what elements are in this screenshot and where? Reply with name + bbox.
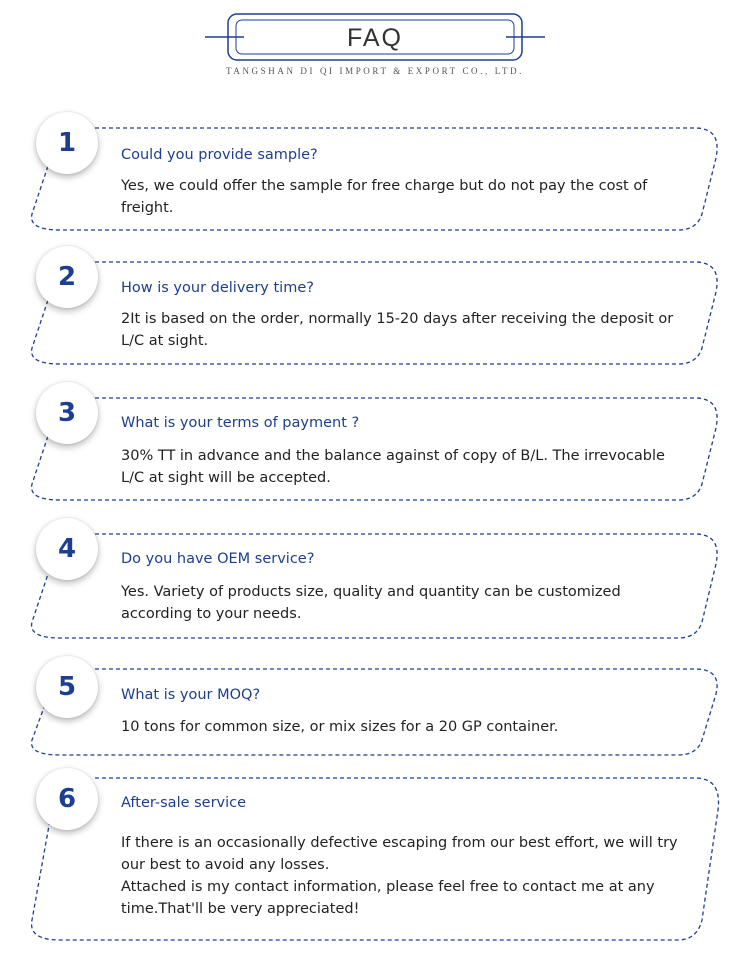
dashed-frame [0, 662, 750, 758]
faq-answer-paragraph: 30% TT in advance and the balance against of copy of B/L. The irrevocable L/C at sight will be accepted. [121, 448, 665, 486]
faq-item-3 [0, 390, 750, 506]
faq-number: 4 [57, 534, 77, 564]
faq-answer-paragraph: 10 tons for common size, or mix sizes for a 20 GP container. [121, 719, 559, 735]
faq-answer [121, 445, 681, 489]
faq-number: 2 [57, 262, 77, 292]
faq-answer-paragraph: 2It is based on the order, normally 15-20 days after receiving the deposit or L/C at sight. [121, 311, 674, 349]
faq-item-1 [0, 118, 750, 236]
page-title: FAQ [346, 24, 403, 52]
faq-answer [121, 581, 681, 625]
faq-item-2 [0, 252, 750, 370]
company-name: TANGSHAN DI QI IMPORT & EXPORT CO., LTD. [225, 66, 525, 76]
faq-item-5 [0, 662, 750, 758]
faq-answer [121, 308, 681, 352]
faq-question: How is your delivery time? [121, 280, 314, 296]
faq-answer [121, 832, 681, 920]
faq-item-4 [0, 526, 750, 644]
faq-number-badge [36, 768, 98, 830]
faq-number: 3 [57, 398, 77, 428]
faq-answer-paragraph: If there is an occasionally defective escaping from our best effort, we will try our best to avoid any losses. [121, 835, 678, 873]
faq-number-badge [36, 656, 98, 718]
faq-number-badge [36, 112, 98, 174]
faq-number: 1 [57, 128, 77, 158]
faq-number-badge [36, 382, 98, 444]
faq-question: What is your MOQ? [121, 687, 261, 703]
faq-answer-paragraph: Yes. Variety of products size, quality and quantity can be customized according to your needs. [121, 584, 621, 622]
faq-question: What is your terms of payment ? [121, 415, 360, 431]
faq-answer-paragraph: Yes, we could offer the sample for free charge but do not pay the cost of freight. [121, 178, 648, 216]
faq-number-badge [36, 246, 98, 308]
faq-number: 5 [57, 672, 77, 702]
faq-question: Could you provide sample? [121, 147, 318, 163]
faq-question: Do you have OEM service? [121, 551, 315, 567]
faq-answer [121, 716, 681, 738]
faq-answer-paragraph: Attached is my contact information, please feel free to contact me at any time.That'll be very appreciated! [121, 879, 655, 917]
faq-number-badge [36, 518, 98, 580]
faq-answer [121, 175, 681, 219]
faq-header [0, 0, 750, 100]
faq-number: 6 [57, 784, 77, 814]
faq-question: After-sale service [121, 795, 247, 811]
faq-item-6 [0, 770, 750, 946]
